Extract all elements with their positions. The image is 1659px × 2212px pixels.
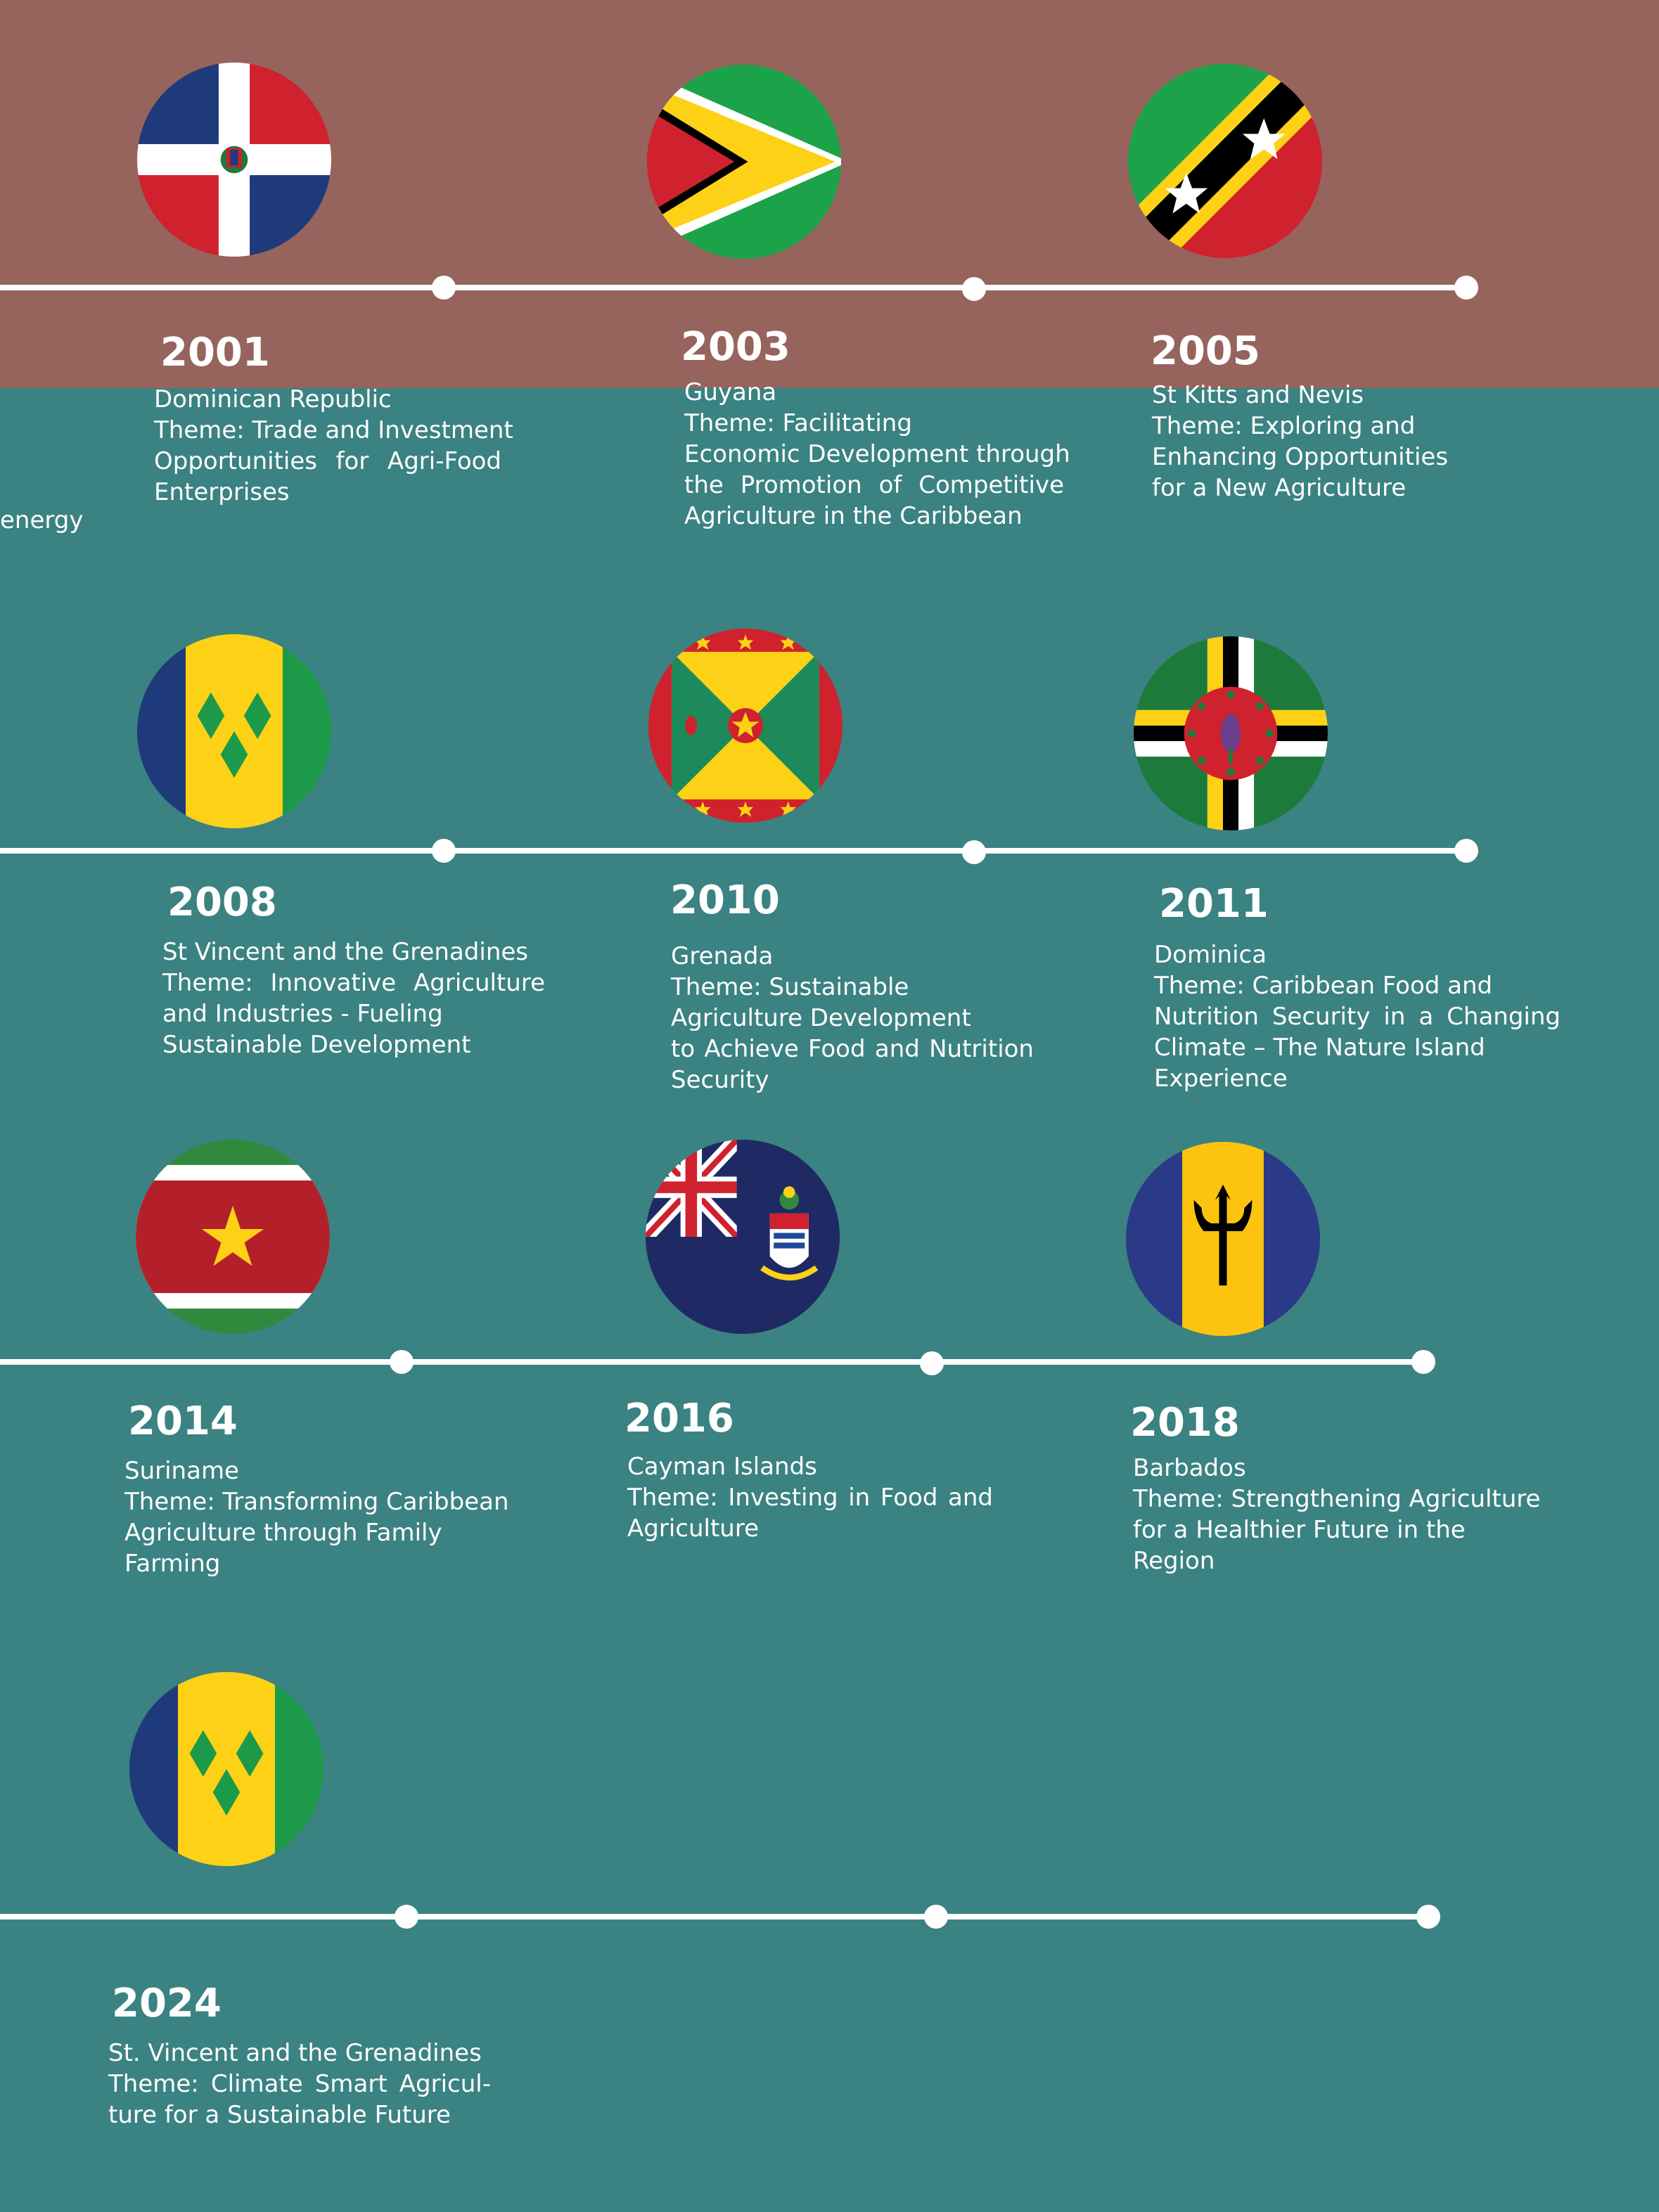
country-name: Dominica [1154, 941, 1267, 969]
theme-line: Agriculture in the Caribbean [684, 502, 1023, 530]
country-name: Cayman Islands [627, 1453, 817, 1481]
theme-line: Theme: Investing in Food and [627, 1484, 993, 1512]
theme-line: Theme: Trade and Investment [154, 416, 513, 444]
year-label: 2003 [681, 324, 790, 370]
year-label: 2024 [112, 1981, 222, 2026]
cayman-islands-flag-icon [646, 1140, 840, 1334]
theme-line: Experience [1154, 1065, 1288, 1093]
theme-line: the Promotion of Competitive [684, 471, 1064, 499]
country-name: Dominican Republic [154, 385, 392, 413]
timeline-dot [432, 276, 456, 300]
country-name: St Vincent and the Grenadines [162, 938, 528, 966]
st-vincent-flag-icon [129, 1672, 324, 1866]
dominican-republic-flag-icon [137, 63, 331, 257]
timeline-entry [1154, 939, 1561, 1094]
timeline-entry [162, 937, 545, 1060]
theme-line: Theme: Strengthening Agriculture [1133, 1485, 1541, 1513]
theme-line: Enhancing Opportunities [1152, 443, 1449, 471]
grenada-flag-icon [648, 629, 843, 823]
theme-line: to Achieve Food and Nutrition [671, 1035, 1034, 1063]
year-label: 2001 [160, 330, 270, 375]
theme-line: Theme: Caribbean Food and [1154, 972, 1493, 1000]
theme-line: Security [671, 1066, 769, 1094]
timeline-dot [1454, 276, 1478, 300]
dominica-flag-icon [1134, 636, 1328, 830]
theme-line: Sustainable Development [162, 1031, 471, 1059]
suriname-flag-icon [136, 1140, 330, 1334]
timeline-dot [924, 1905, 948, 1929]
timeline-line [0, 285, 1466, 290]
theme-line: Theme: Facilitating [684, 409, 912, 437]
timeline-dot [920, 1351, 944, 1375]
country-name: Suriname [124, 1457, 239, 1485]
truncated-text-fragment: energy [0, 506, 84, 534]
timeline-entry [671, 941, 1034, 1095]
theme-line: Climate – The Nature Island [1154, 1034, 1485, 1062]
country-name: St Kitts and Nevis [1152, 381, 1364, 409]
timeline-entry [108, 2038, 491, 2130]
timeline-entry [684, 377, 1070, 532]
timeline-entry [1133, 1453, 1541, 1576]
theme-line: Theme: Innovative Agriculture [162, 969, 545, 997]
year-label: 2016 [624, 1396, 734, 1441]
st-vincent-flag-icon [137, 634, 331, 828]
year-label: 2010 [670, 877, 780, 923]
theme-line: Region [1133, 1547, 1215, 1575]
guyana-flag-icon [647, 65, 841, 259]
timeline-line [0, 1914, 1428, 1920]
theme-line: Theme: Transforming Caribbean [124, 1488, 509, 1516]
theme-line: Theme: Sustainable [671, 973, 909, 1001]
theme-line: for a New Agriculture [1152, 474, 1407, 502]
year-label: 2011 [1159, 881, 1269, 927]
country-name: Grenada [671, 942, 774, 970]
theme-line: Theme: Climate Smart Agricul- [108, 2070, 491, 2098]
theme-line: Theme: Exploring and [1152, 412, 1416, 440]
theme-line: Agriculture [627, 1515, 759, 1543]
year-label: 2014 [128, 1398, 238, 1444]
year-label: 2018 [1130, 1400, 1240, 1446]
timeline-entry [1152, 380, 1447, 503]
timeline-dot [390, 1350, 414, 1374]
timeline-dot [962, 277, 986, 301]
country-name: Guyana [684, 378, 777, 406]
theme-line: and Industries - Fueling [162, 1000, 443, 1028]
theme-line: Agriculture Development [671, 1004, 971, 1032]
timeline-dot [1416, 1905, 1440, 1929]
st-kitts-and-nevis-flag-icon [1128, 64, 1322, 258]
theme-line: Farming [124, 1550, 221, 1578]
year-label: 2005 [1151, 328, 1260, 374]
theme-line: Agriculture through Family [124, 1519, 442, 1547]
timeline-line [0, 848, 1466, 854]
country-name: St. Vincent and the Grenadines [108, 2039, 482, 2067]
theme-line: ture for a Sustainable Future [108, 2101, 451, 2129]
timeline-entry [627, 1451, 993, 1544]
timeline-dot [432, 839, 456, 863]
theme-line: Economic Development through [684, 440, 1070, 468]
country-name: Barbados [1133, 1454, 1246, 1482]
timeline-dot [1454, 839, 1478, 863]
timeline-dot [1411, 1350, 1435, 1374]
theme-line: Opportunities for Agri-Food [154, 447, 501, 475]
timeline-entry [154, 384, 513, 508]
theme-line: Enterprises [154, 478, 290, 506]
timeline-dot [395, 1905, 418, 1929]
year-label: 2008 [167, 880, 277, 925]
theme-line: Nutrition Security in a Changing [1154, 1003, 1561, 1031]
timeline-line [0, 1359, 1423, 1365]
timeline-dot [962, 840, 986, 864]
theme-line: for a Healthier Future in the [1133, 1516, 1466, 1544]
timeline-entry [124, 1455, 508, 1579]
barbados-flag-icon [1126, 1142, 1320, 1336]
